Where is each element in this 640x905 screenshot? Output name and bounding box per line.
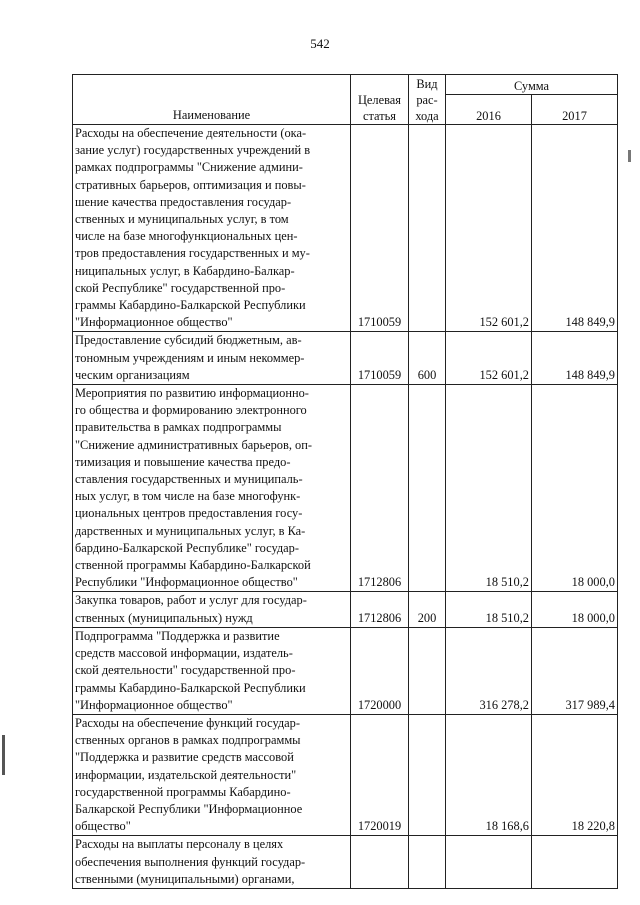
table-row (73, 592, 618, 627)
row-name-line: "Информационное общество" (75, 697, 233, 712)
row-name-line: ственной программы Кабардино-Балкарской (75, 558, 311, 573)
row-name-line: зание услуг) государственных учреждений в (75, 143, 311, 158)
row-name-line: циональных центров предоставления госу- (75, 506, 303, 521)
row-name-line: информации, издательской деятельности" (75, 767, 297, 782)
row-name-line: Балкарской Республики "Информационное (75, 801, 303, 816)
row-sum-2017: 18 000,0 (532, 385, 618, 592)
row-name-line: государственной программы Кабардино- (75, 784, 291, 799)
row-sum-2016: 316 278,2 (446, 627, 532, 714)
row-name-line: ской деятельности" государственной про- (75, 663, 296, 678)
header-year-2016: 2016 (446, 95, 532, 125)
row-name-line: ческим организациям (75, 367, 190, 382)
row-name-line: Расходы на обеспечение функций государ- (75, 715, 301, 730)
row-sum-2017: 148 849,9 (532, 125, 618, 332)
row-expense-kind (409, 714, 446, 835)
row-name-line: Расходы на выплаты персоналу в целях (75, 837, 284, 852)
row-target-article: 1710059 (351, 125, 409, 332)
row-name-line: ниципальных услуг, в Кабардино-Балкар- (75, 263, 295, 278)
row-expense-kind (409, 385, 446, 592)
row-sum-2017: 18 220,8 (532, 714, 618, 835)
row-name-line: ственных (муниципальных) нужд (75, 610, 253, 625)
row-name-line: средств массовой информации, издатель- (75, 646, 293, 661)
row-name-line: тров предоставления государственных и му- (75, 246, 310, 261)
row-name-line: дарственных и муниципальных услуг, в Ка- (75, 523, 306, 538)
row-name-line: Предоставление субсидий бюджетным, ав- (75, 333, 302, 348)
row-sum-2016: 18 510,2 (446, 385, 532, 592)
table-row (73, 714, 618, 835)
row-sum-2017 (532, 836, 618, 889)
row-name-line: стративных барьеров, оптимизация и повы- (75, 177, 306, 192)
header-name: Наименование (73, 75, 351, 125)
row-name-line: ных услуг, в том числе на базе многофунк- (75, 489, 301, 504)
row-expense-kind (409, 836, 446, 889)
row-name-line: Расходы на обеспечение деятельности (ока- (75, 126, 307, 140)
table-row (73, 385, 618, 592)
page-number: 542 (310, 36, 330, 51)
row-name-line: тимизация и повышение качества предо- (75, 454, 291, 469)
row-sum-2016 (446, 836, 532, 889)
row-sum-2016: 152 601,2 (446, 125, 532, 332)
row-name-line: го общества и формированию электронного (75, 403, 307, 418)
header-target-line1: Целевая (357, 93, 402, 107)
row-name-line: ственными (муниципальными) органами, (75, 871, 295, 886)
row-name-line: Закупка товаров, работ и услуг для государ- (75, 593, 307, 608)
row-name-line: граммы Кабардино-Балкарской Республики (75, 298, 306, 313)
row-sum-2016: 18 168,6 (446, 714, 532, 835)
row-name-line: ставления государственных и муниципаль- (75, 472, 303, 487)
row-expense-kind (409, 125, 446, 332)
row-expense-kind: 600 (409, 332, 446, 385)
row-name (73, 332, 351, 385)
row-name-line: "Информационное общество" (75, 315, 233, 330)
row-target-article: 1720000 (351, 627, 409, 714)
row-name (73, 385, 351, 592)
table-row (73, 332, 618, 385)
row-name-line: "Поддержка и развитие средств массовой (75, 750, 294, 765)
header-kind-line3: хода (415, 109, 439, 123)
row-sum-2017: 148 849,9 (532, 332, 618, 385)
row-name-line: Республики "Информационное общество" (75, 575, 298, 590)
row-name (73, 592, 351, 627)
row-name-line: правительства в рамках подпрограммы (75, 420, 282, 435)
row-name-line: "Снижение административных барьеров, оп- (75, 437, 313, 452)
row-name-line: ственных и муниципальных услуг, в том (75, 212, 289, 227)
row-name-line: ской Республике" государственной про- (75, 280, 286, 295)
budget-table (72, 74, 618, 889)
row-name-line: бардино-Балкарской Республике" государ- (75, 540, 299, 555)
row-expense-kind: 200 (409, 592, 446, 627)
table-row (73, 125, 618, 332)
row-sum-2017: 18 000,0 (532, 592, 618, 627)
row-name (73, 836, 351, 889)
row-name-line: рамках подпрограммы "Снижение админи- (75, 160, 303, 175)
row-name-line: Мероприятия по развитию информационно- (75, 386, 309, 401)
row-name (73, 627, 351, 714)
row-target-article: 1720019 (351, 714, 409, 835)
row-name-line: обеспечения выполнения функций государ- (75, 854, 306, 869)
row-name (73, 125, 351, 332)
table-row (73, 627, 618, 714)
row-name-line: числе на базе многофункциональных цен- (75, 229, 298, 244)
row-name-line: Подпрограмма "Поддержка и развитие (75, 628, 280, 643)
header-target-article (351, 75, 409, 125)
row-target-article: 1712806 (351, 385, 409, 592)
row-name-line: общество" (75, 819, 131, 834)
row-name-line: ственных органов в рамках подпрограммы (75, 733, 301, 748)
row-target-article: 1710059 (351, 332, 409, 385)
row-name-line: тономным учреждениям и иным некоммер- (75, 350, 305, 365)
header-kind-line1: Вид (416, 77, 438, 91)
row-expense-kind (409, 627, 446, 714)
row-name-line: граммы Кабардино-Балкарской Республики (75, 680, 306, 695)
header-target-line2: статья (362, 109, 396, 123)
table-row (73, 836, 618, 889)
row-sum-2016: 152 601,2 (446, 332, 532, 385)
header-expense-kind (409, 75, 446, 125)
row-name (73, 714, 351, 835)
row-name-line: шение качества предоставления государ- (75, 194, 292, 209)
header-kind-line2: рас- (416, 93, 438, 107)
row-target-article: 1712806 (351, 592, 409, 627)
header-sum: Сумма (446, 75, 618, 95)
table-body (73, 125, 618, 889)
scan-edge-mark (2, 735, 5, 775)
scan-edge-mark (628, 150, 631, 162)
row-sum-2017: 317 989,4 (532, 627, 618, 714)
header-year-2017: 2017 (532, 95, 618, 125)
row-target-article (351, 836, 409, 889)
row-sum-2016: 18 510,2 (446, 592, 532, 627)
